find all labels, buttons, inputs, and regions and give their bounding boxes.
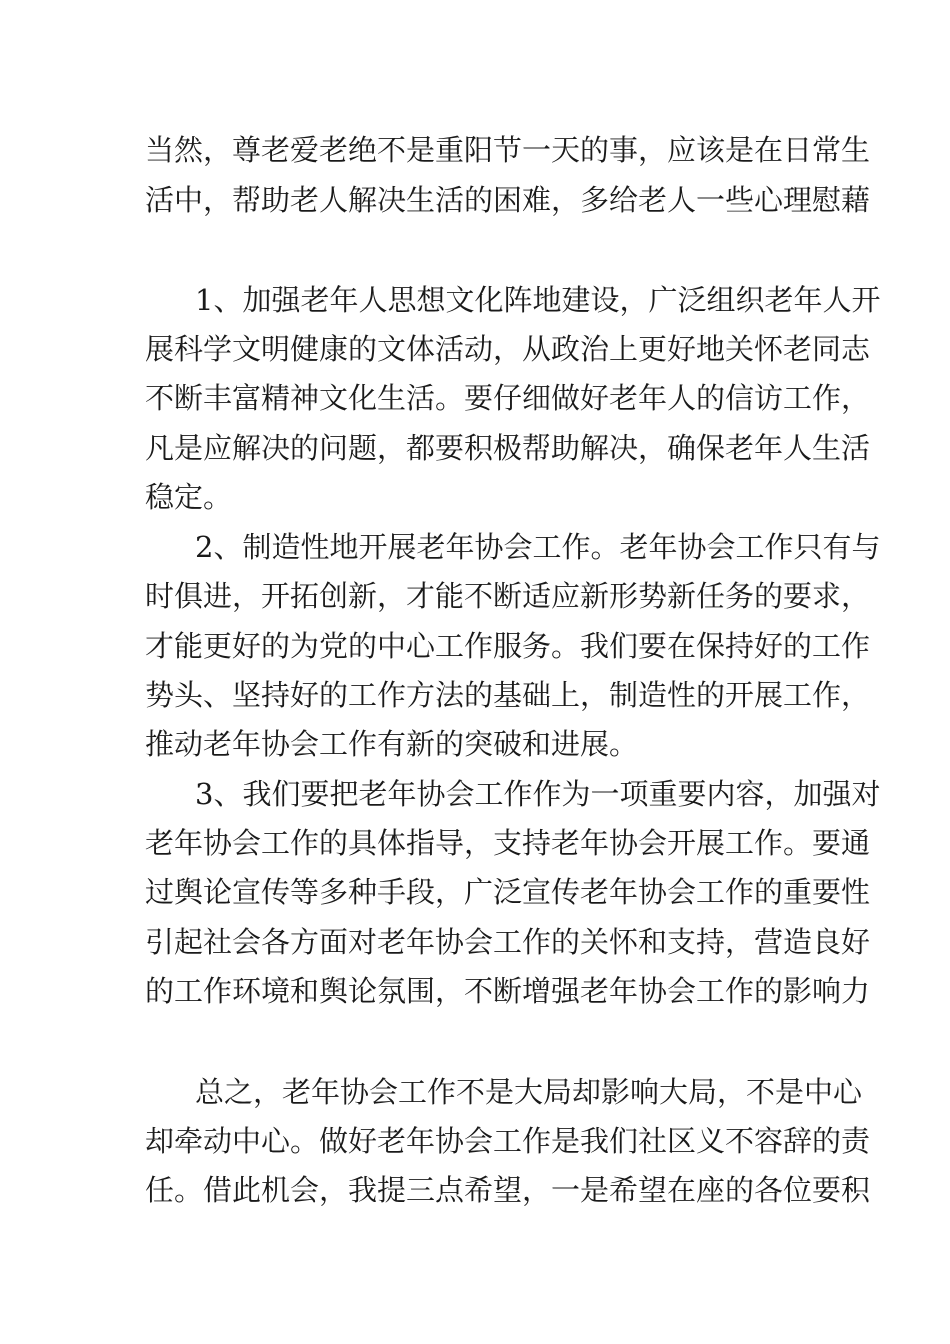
paragraph-1-line-2: 活中，帮助老人解决生活的困难，多给老人一些心理慰藉 (145, 183, 871, 217)
paragraph-4-line-3: 过舆论宣传等多种手段，广泛宣传老年协会工作的重要性 (145, 875, 871, 909)
paragraph-2-line-2: 展科学文明健康的文体活动，从政治上更好地关怀老同志 (145, 332, 871, 366)
paragraph-3-line-2: 时俱进，开拓创新，才能不断适应新形势新任务的要求， (145, 579, 871, 613)
paragraph-3-line-4: 势头、坚持好的工作方法的基础上，制造性的开展工作， (145, 678, 871, 712)
paragraph-2-line-5: 稳定。 (145, 480, 233, 514)
paragraph-2-line-1: 1、加强老年人思想文化阵地建设，广泛组织老年人开 (195, 283, 881, 317)
paragraph-3-line-3: 才能更好的为党的中心工作服务。我们要在保持好的工作 (145, 629, 871, 663)
paragraph-3-line-1: 2、制造性地开展老年协会工作。老年协会工作只有与 (195, 530, 881, 564)
paragraph-5-line-3: 任。借此机会，我提三点希望，一是希望在座的各位要积 (145, 1173, 871, 1207)
paragraph-5-line-1: 总之，老年协会工作不是大局却影响大局，不是中心 (195, 1075, 863, 1109)
paragraph-4-line-1: 3、我们要把老年协会工作作为一项重要内容，加强对 (195, 777, 881, 811)
paragraph-4-line-2: 老年协会工作的具体指导，支持老年协会开展工作。要通 (145, 826, 871, 860)
paragraph-2-line-4: 凡是应解决的问题，都要积极帮助解决，确保老年人生活 (145, 431, 871, 465)
paragraph-5-line-2: 却牵动中心。做好老年协会工作是我们社区义不容辞的责 (145, 1124, 871, 1158)
paragraph-3-line-5: 推动老年协会工作有新的突破和进展。 (145, 727, 639, 761)
paragraph-2-line-3: 不断丰富精神文化生活。要仔细做好老年人的信访工作， (145, 381, 871, 415)
paragraph-4-line-5: 的工作环境和舆论氛围，不断增强老年协会工作的影响力 (145, 974, 871, 1008)
paragraph-1-line-1: 当然，尊老爱老绝不是重阳节一天的事，应该是在日常生 (145, 133, 871, 167)
paragraph-4-line-4: 引起社会各方面对老年协会工作的关怀和支持，营造良好 (145, 925, 871, 959)
